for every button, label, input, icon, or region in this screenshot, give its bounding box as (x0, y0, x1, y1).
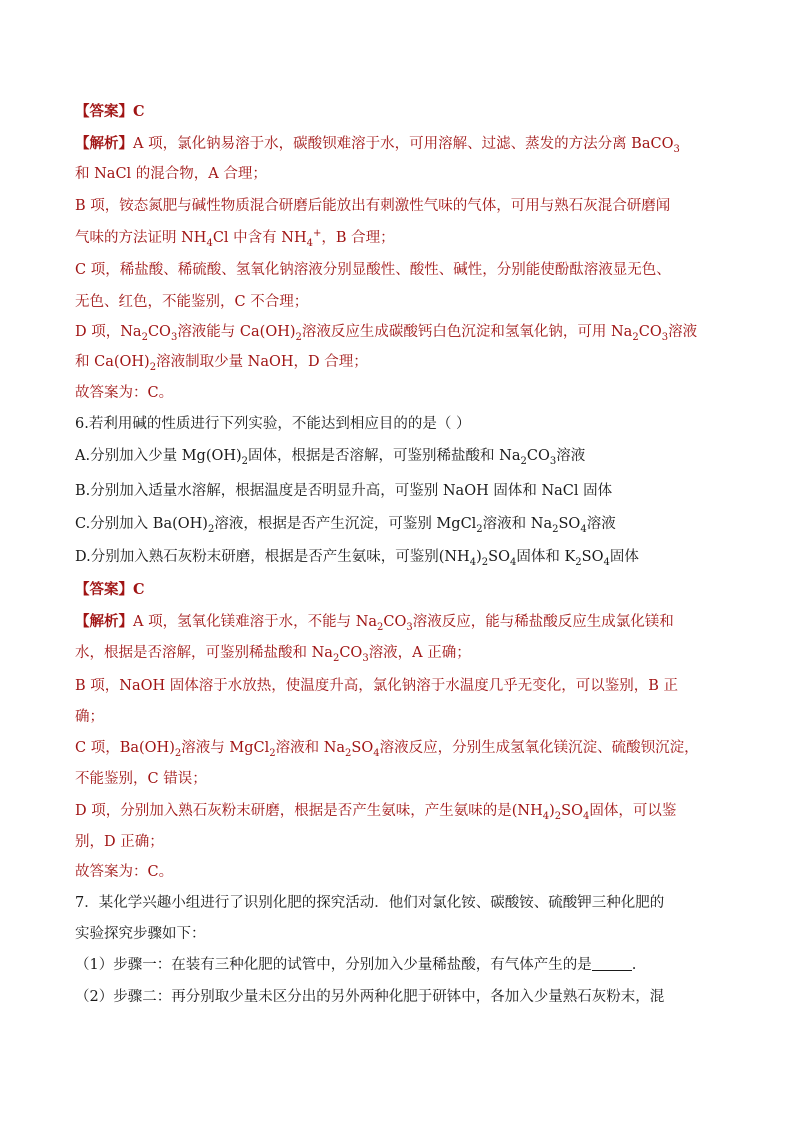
q6-analysis-line-6: 不能鉴别，C 错误； (75, 771, 207, 787)
q6-answer-line (75, 580, 725, 600)
analysis-tag: 【解析】 (75, 135, 133, 152)
q5-answer-line (75, 102, 725, 122)
q6-analysis-line-5: C 项，$Ba(OH)_2$溶液与 MgCl$_2$溶液和 $Na_2SO_4$溶液反应，分别生成氢氧化镁沉淀、硫酸钡沉淀， (75, 740, 699, 759)
q6-analysis-line-1: 【解析】A 项，氢氧化镁难溶于水，不能与 $Na_2CO_3$溶液反应，能与稀盐酸反应生成氯化镁和 (75, 613, 674, 633)
q6-option-a: A.分别加入少量 $Mg(OH)_2$固体，根据是否溶解，可鉴别稀盐酸和 $Na_2CO_3$溶液 (75, 448, 586, 467)
q6-option-c: C.分别加入 $Ba(OH)_2$溶液，根据是否产生沉淀，可鉴别 MgCl$_2$溶液和 $Na_2SO_4$溶液 (75, 516, 616, 535)
answer-blank (592, 956, 632, 971)
q6-analysis-line-9: 故答案为：C。 (75, 864, 174, 880)
q7-step-1: （1）步骤一：在装有三种化肥的试管中，分别加入少量稀盐酸，有气体产生的是 . (75, 957, 637, 973)
q7-step-2: （2）步骤二：再分别取少量未区分出的另外两种化肥于研钵中，各加入少量熟石灰粉末，混 (75, 989, 665, 1005)
q7-stem-line-1: 7．某化学兴趣小组进行了识别化肥的探究活动．他们对氯化铵、碳酸铵、硫酸钾三种化肥的 (75, 895, 665, 911)
answer-value: C (133, 581, 145, 598)
q6-stem: 6.若利用碱的性质进行下列实验，不能达到相应目的的是（ ） (75, 416, 471, 432)
q6-analysis-line-8: 别，D 正确； (75, 834, 164, 850)
q5-analysis-line-6: 无色、红色，不能鉴别，C 不合理； (75, 294, 309, 310)
answer-tag: 【答案】 (75, 581, 133, 598)
q6-analysis-line-7: D 项，分别加入熟石灰粉末研磨，根据是否产生氨味，产生氨味的是$(NH_4)_2SO_4$固体，可以鉴 (75, 803, 677, 822)
q6-option-b: B.分别加入适量水溶解，根据温度是否明显升高，可鉴别 NaOH 固体和 NaCl 固体 (75, 483, 613, 499)
answer-tag: 【答案】 (75, 103, 133, 120)
q5-analysis-line-4: 气味的方法证明 $NH_4Cl$ 中含有 $NH_4^+$，B 合理； (75, 228, 395, 249)
q5-analysis-line-3: B 项，铵态氮肥与碱性物质混合研磨后能放出有刺激性气味的气体，可用与熟石灰混合研磨闻 (75, 198, 671, 214)
q5-analysis-line-5: C 项，稀盐酸、稀硫酸、氢氧化钠溶液分别显酸性、酸性、碱性，分别能使酚酞溶液显无色、 (75, 262, 671, 278)
analysis-tag: 【解析】 (75, 613, 133, 630)
answer-value: C (133, 103, 145, 120)
q5-analysis-line-2: 和 NaCl 的混合物，A 合理； (75, 166, 267, 182)
q5-analysis-line-1: 【解析】A 项，氯化钠易溶于水，碳酸钡难溶于水，可用溶解、过滤、蒸发的方法分离 BaCO$_3$ (75, 135, 680, 155)
q6-analysis-line-4: 确； (75, 709, 104, 725)
q5-analysis-line-9: 故答案为：C。 (75, 385, 174, 401)
q5-analysis-line-8: 和 $Ca(OH)_2$溶液制取少量 NaOH，D 合理； (75, 354, 368, 373)
q7-stem-line-2: 实验探究步骤如下： (75, 926, 206, 942)
q6-analysis-line-3: B 项，NaOH 固体溶于水放热，使温度升高，氯化钠溶于水温度几乎无变化，可以鉴别，B 正 (75, 678, 678, 694)
q5-analysis-line-7: D 项，$Na_2CO_3$溶液能与 $Ca(OH)_2$溶液反应生成碳酸钙白色沉淀和氢氧化钠，可用 $Na_2CO_3$溶液 (75, 324, 698, 343)
q6-option-d: D.分别加入熟石灰粉末研磨，根据是否产生氨味，可鉴别$(NH_4)_2SO_4$固体和 $K_2SO_4$固体 (75, 549, 639, 568)
q6-analysis-line-2: 水，根据是否溶解，可鉴别稀盐酸和 $Na_2CO_3$溶液，A 正确； (75, 645, 471, 664)
